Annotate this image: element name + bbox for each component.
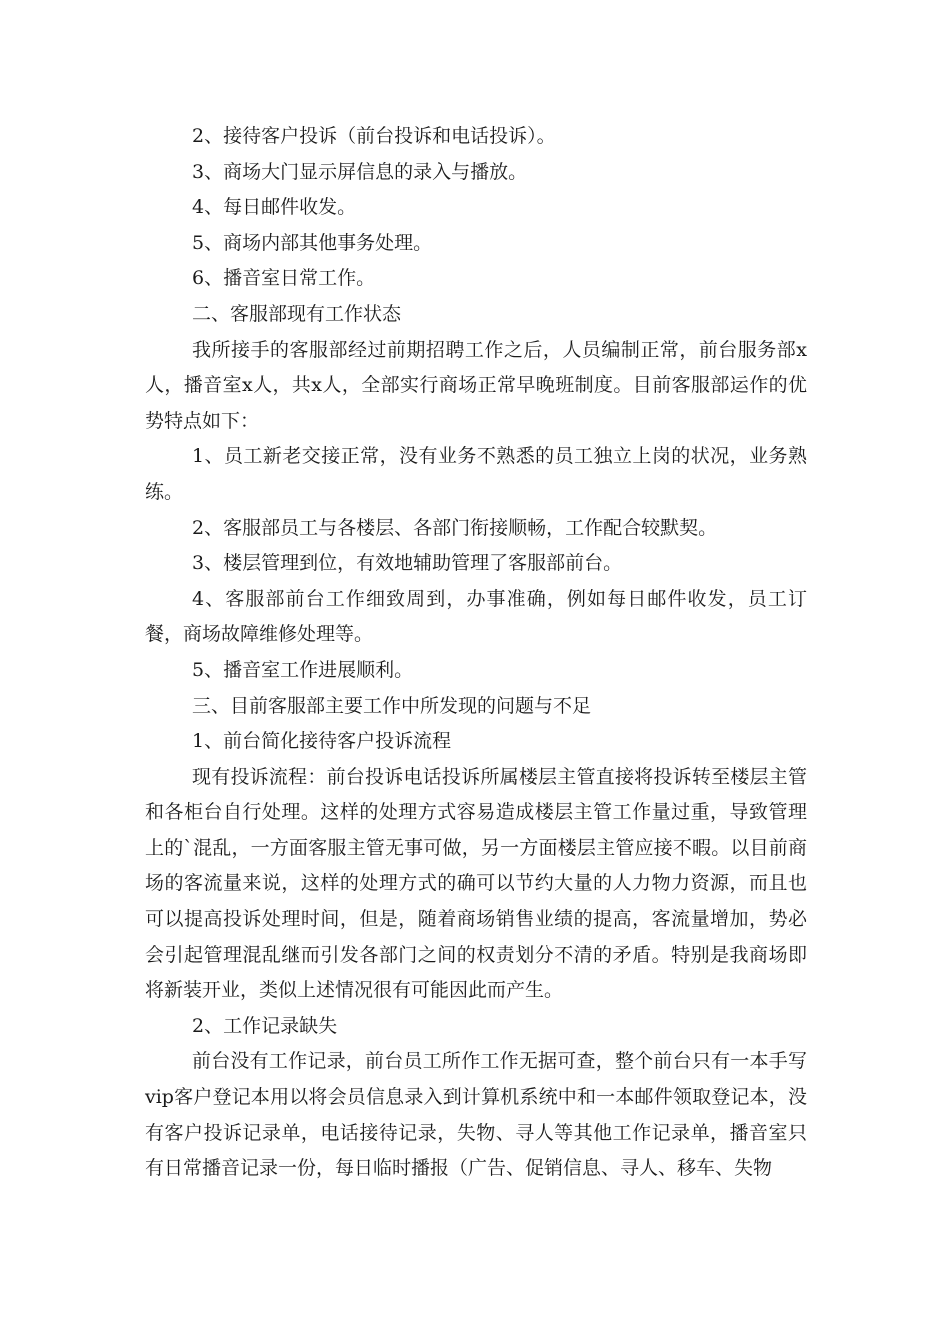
list-item-duty-2: 2、接待客户投诉（前台投诉和电话投诉）。 (192, 125, 556, 147)
list-item-duty-6: 6、播音室日常工作。 (192, 267, 376, 290)
list-item-duty-4: 4、每日邮件收发。 (192, 196, 357, 219)
list-item-strength-3: 3、楼层管理到位，有效地辅助管理了客服部前台。 (192, 552, 623, 575)
list-item-strength-5: 5、播音室工作进展顺利。 (192, 658, 414, 681)
list-item-duty-3: 3、商场大门显示屏信息的录入与播放。 (192, 160, 528, 183)
body-paragraph-status: 我所接手的客服部经过前期招聘工作之后，人员编制正常，前台服务部x人，播音室x人，共x人，全部实行商场正常早晚班制度。目前客服部运作的优势特点如下： (145, 338, 807, 432)
body-paragraph-complaint-process: 现有投诉流程：前台投诉电话投诉所属楼层主管直接将投诉转至楼层主管和各柜台自行处理。这样的处理方式容易造成楼层主管工作量过重，导致管理上的`混乱，一方面客服主管无事可做，另一方面楼层主管应接不暇。以目前商场的客流量来说，这样的处理方式的确可以节约大量的人力物力资源，而且也可以提高投诉处理时间，但是，随着商场销售业绩的提高，客流量增加，势必会引起管理混乱继而引发各部门之间的权责划分不清的矛盾。特别是我商场即将新装开业，类似上述情况很有可能因此而产生。 (145, 765, 807, 1002)
section-heading-3: 三、目前客服部主要工作中所发现的问题与不足 (192, 694, 592, 717)
list-item-strength-4: 4、客服部前台工作细致周到，办事准确，例如每日邮件收发，员工订餐，商场故障维修处理等。 (145, 587, 807, 646)
subheading-problem-1: 1、前台简化接待客户投诉流程 (192, 730, 452, 753)
subheading-problem-2: 2、工作记录缺失 (192, 1014, 338, 1037)
list-item-strength-1: 1、员工新老交接正常，没有业务不熟悉的员工独立上岗的状况，业务熟练。 (145, 445, 807, 503)
document-body (145, 119, 807, 1187)
list-item-strength-2: 2、客服部员工与各楼层、各部门衔接顺畅，工作配合较默契。 (192, 516, 718, 539)
body-paragraph-records: 前台没有工作记录，前台员工所作工作无据可查，整个前台只有一本手写vip客户登记本用以将会员信息录入到计算机系统中和一本邮件领取登记本，没有客户投诉记录单，电话接待记录，失物、寻人等其他工作记录单，播音室只有日常播音记录一份，每日临时播报（广告、促销信息、寻人、移车、失物 (145, 1050, 807, 1180)
list-item-duty-5: 5、商场内部其他事务处理。 (192, 231, 433, 254)
section-heading-2: 二、客服部现有工作状态 (192, 302, 402, 325)
